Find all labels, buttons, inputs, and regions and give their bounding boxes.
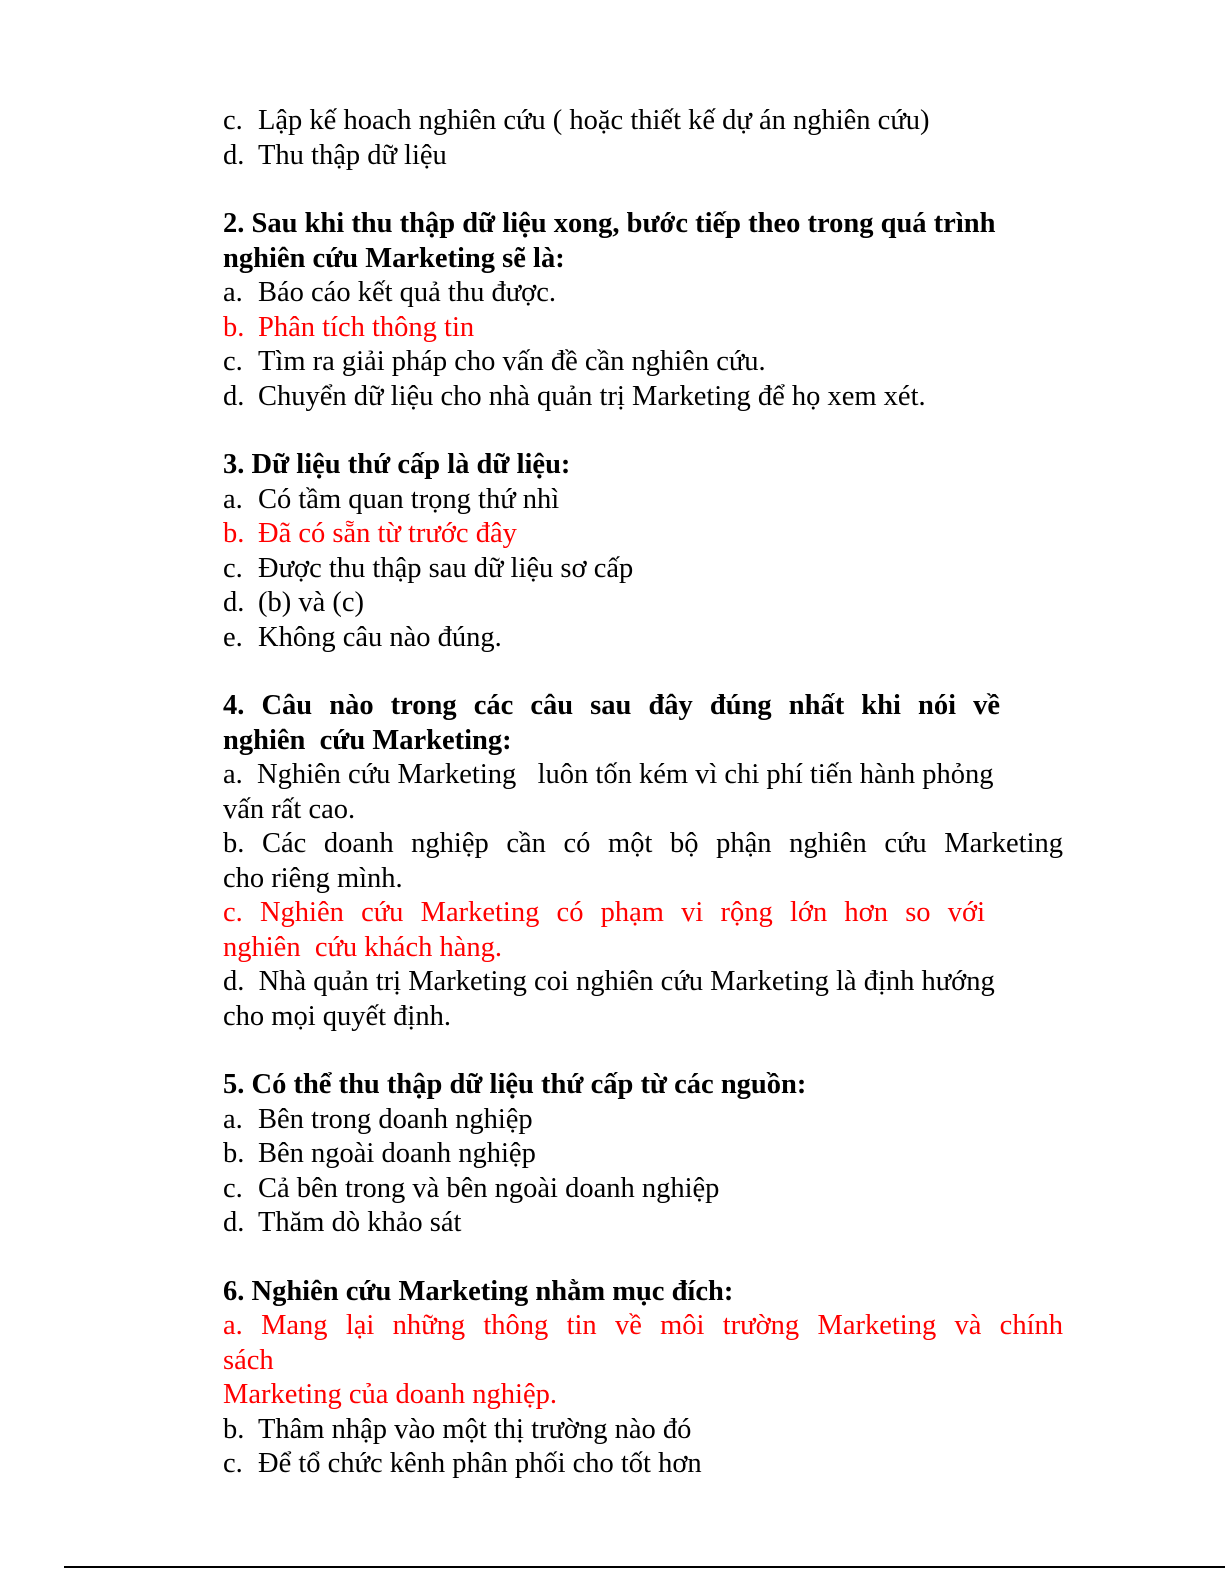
- paragraph-line: vấn rất cao.: [223, 793, 356, 825]
- question-heading: [223, 1275, 1063, 1310]
- option-text: Lập kế hoach nghiên cứu ( hoặc thiết kế dự án nghiên cứu): [258, 105, 930, 136]
- option-label: c.: [223, 105, 243, 136]
- paragraph-line: a. Mang lại những thông tin về môi trường Marketing và chính: [223, 1310, 1063, 1341]
- question-line: 6. Nghiên cứu Marketing nhằm mục đích:: [223, 1275, 734, 1307]
- question-line: 4. Câu nào trong các câu sau đây đúng nhất khi nói về: [223, 690, 1000, 721]
- option-label: c.: [223, 552, 243, 584]
- answer-option: [223, 1447, 1063, 1482]
- question-line: nghiên cứu Marketing:: [223, 724, 512, 756]
- option-label: c.: [223, 1172, 243, 1204]
- option-label: b.: [223, 311, 245, 343]
- paragraph-line: nghiên cứu khách hàng.: [223, 931, 502, 963]
- answer-paragraph: [223, 965, 1063, 1034]
- answer-option: [223, 586, 1063, 621]
- question-heading: [223, 207, 1063, 276]
- answer-option: [223, 380, 1063, 415]
- option-text: Bên ngoài doanh nghiệp: [258, 1138, 536, 1169]
- option-text: (b) và (c): [258, 587, 365, 618]
- answer-option: [223, 104, 1063, 139]
- answer-option-correct: [223, 311, 1063, 346]
- paragraph-line: b. Các doanh nghiệp cần có một bộ phận nghiên cứu Marketing: [223, 828, 1063, 859]
- option-text: Tìm ra giải pháp cho vấn đề cần nghiên cứu.: [258, 346, 766, 377]
- option-text: Được thu thập sau dữ liệu sơ cấp: [258, 552, 634, 584]
- answer-option: [223, 1137, 1063, 1172]
- option-label: a.: [223, 277, 243, 308]
- option-text: Chuyển dữ liệu cho nhà quản trị Marketing để họ xem xét.: [258, 380, 926, 412]
- option-text: Báo cáo kết quả thu được.: [258, 277, 557, 308]
- answer-option: [223, 552, 1063, 587]
- paragraph-line: cho riêng mình.: [223, 862, 403, 894]
- option-text: Để tổ chức kênh phân phối cho tốt hơn: [258, 1448, 702, 1479]
- option-label: b.: [223, 1138, 245, 1169]
- answer-option: [223, 483, 1063, 518]
- option-label: d.: [223, 380, 245, 412]
- option-text: Có tầm quan trọng thứ nhì: [258, 483, 560, 515]
- option-text: Phân tích thông tin: [258, 311, 475, 343]
- option-label: a.: [223, 1103, 243, 1135]
- question-heading: [223, 1068, 1063, 1103]
- option-text: Cả bên trong và bên ngoài doanh nghiệp: [258, 1172, 720, 1204]
- answer-option: [223, 1103, 1063, 1138]
- option-text: Bên trong doanh nghiệp: [258, 1103, 533, 1135]
- question-line: 5. Có thể thu thập dữ liệu thứ cấp từ các nguồn:: [223, 1069, 807, 1100]
- answer-option: [223, 276, 1063, 311]
- answer-option: [223, 345, 1063, 380]
- option-label: b.: [223, 1413, 245, 1445]
- question-heading: [223, 448, 1063, 483]
- option-text: Thu thập dữ liệu: [258, 139, 447, 171]
- answer-option-correct: [223, 517, 1063, 552]
- paragraph-line: Marketing của doanh nghiệp.: [223, 1379, 557, 1410]
- answer-option: [223, 139, 1063, 174]
- answer-option: [223, 1206, 1063, 1241]
- footer-rule: [64, 1566, 1225, 1568]
- option-text: Không câu nào đúng.: [258, 621, 502, 653]
- question-heading: [223, 689, 1063, 758]
- paragraph-line: cho mọi quyết định.: [223, 1000, 451, 1032]
- option-label: c.: [223, 1448, 243, 1479]
- paragraph-line: a. Nghiên cứu Marketing luôn tốn kém vì chi phí tiến hành phỏng: [223, 759, 994, 790]
- option-label: e.: [223, 621, 243, 653]
- question-line: 2. Sau khi thu thập dữ liệu xong, bước tiếp theo trong quá trình: [223, 208, 996, 239]
- answer-option: [223, 1172, 1063, 1207]
- option-label: c.: [223, 346, 243, 377]
- option-label: d.: [223, 587, 245, 618]
- answer-option: [223, 621, 1063, 656]
- answer-paragraph: [223, 758, 1063, 827]
- answer-paragraph-correct: [223, 1309, 1063, 1413]
- question-line: nghiên cứu Marketing sẽ là:: [223, 242, 565, 274]
- option-text: Thâm nhập vào một thị trường nào đó: [258, 1413, 692, 1445]
- option-text: Thăm dò khảo sát: [258, 1207, 462, 1238]
- paragraph-line: sách: [223, 1344, 274, 1376]
- answer-option: [223, 1413, 1063, 1448]
- answer-paragraph: [223, 827, 1063, 896]
- option-label: d.: [223, 1207, 245, 1238]
- question-line: 3. Dữ liệu thứ cấp là dữ liệu:: [223, 449, 571, 480]
- paragraph-line: c. Nghiên cứu Marketing có phạm vi rộng lớn hơn so với: [223, 897, 985, 928]
- option-label: b.: [223, 518, 245, 549]
- paragraph-line: d. Nhà quản trị Marketing coi nghiên cứu Marketing là định hướng: [223, 966, 995, 997]
- option-text: Đã có sẵn từ trước đây: [258, 518, 517, 549]
- document-page: [223, 104, 1063, 1482]
- answer-paragraph-correct: [223, 896, 1063, 965]
- option-label: a.: [223, 483, 243, 515]
- option-label: d.: [223, 139, 245, 171]
